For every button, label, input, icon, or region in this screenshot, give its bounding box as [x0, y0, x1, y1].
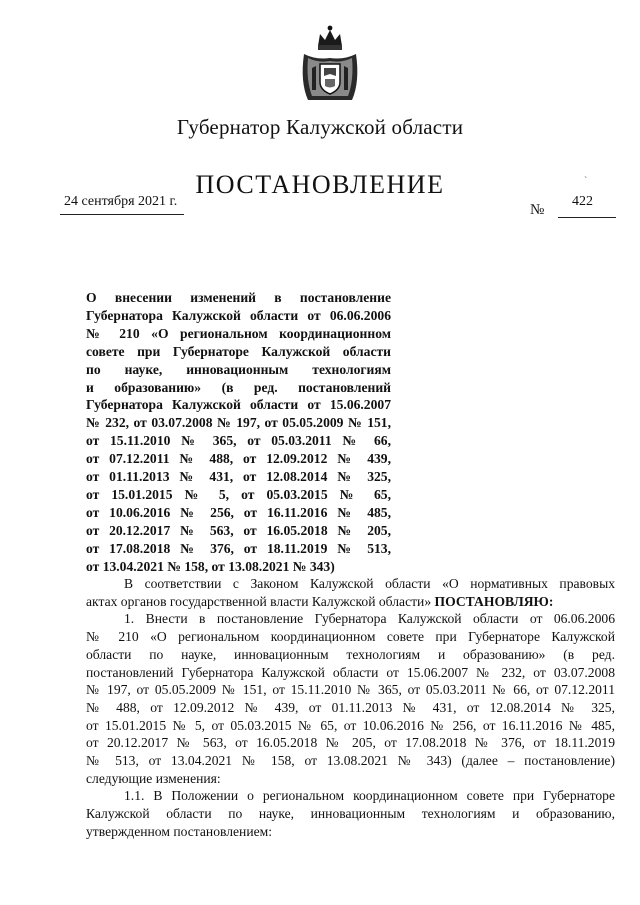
coat-of-arms-icon	[298, 24, 362, 108]
subject-line: от 17.08.2018 № 376, от 18.11.2019 № 513,	[86, 540, 391, 556]
body-line: № 210 «О региональном координационном совете при Губернаторе Калужской	[86, 629, 615, 645]
number-sign: №	[530, 202, 545, 218]
body-line: следующие изменения:	[86, 770, 221, 786]
body-line: области по науке, инновационным технологиям и образованию» (в ред.	[86, 646, 615, 662]
subject-line: № 232, от 03.07.2008 № 197, от 05.05.2009 № 151,	[86, 415, 391, 431]
subject-line: от 15.01.2015 № 5, от 05.03.2015 № 65,	[86, 486, 391, 502]
subject-line: и образованию» (в ред. постановлений	[86, 379, 391, 395]
document-body	[86, 575, 615, 841]
body-line: 1. Внести в постановление Губернатора Калужской области от 06.06.2006	[124, 611, 615, 627]
subject-line: по науке, инновационным технологиям	[86, 361, 391, 377]
body-line: постановлений Губернатора Калужской области от 15.06.2007 № 232, от 03.07.2008	[86, 664, 615, 680]
subject-line: от 20.12.2017 № 563, от 16.05.2018 № 205,	[86, 522, 391, 538]
subject-line: Губернатора Калужской области от 15.06.2007	[86, 397, 391, 413]
subject-line: от 15.11.2010 № 365, от 05.03.2011 № 66,	[86, 433, 391, 449]
body-line	[86, 593, 615, 611]
subject-line: Губернатора Калужской области от 06.06.2006	[86, 307, 391, 323]
subject-line: от 10.06.2016 № 256, от 16.11.2016 № 485,	[86, 504, 391, 520]
body-line: от 20.12.2017 № 563, от 16.05.2018 № 205, от 17.08.2018 № 376, от 18.11.2019	[86, 735, 615, 751]
scan-mark: `	[584, 176, 588, 187]
body-line: от 15.01.2015 № 5, от 05.03.2015 № 65, от 10.06.2016 № 256, от 16.11.2016 № 485,	[86, 717, 615, 733]
body-line: № 488, от 12.09.2012 № 439, от 01.11.2013 № 431, от 12.08.2014 № 325,	[86, 699, 615, 715]
subject-line: от 13.04.2021 № 158, от 13.08.2021 № 343)	[86, 558, 335, 574]
document-date: 24 сентября 2021 г.	[64, 194, 178, 209]
date-underline	[60, 214, 184, 215]
body-line: № 197, от 05.05.2009 № 151, от 15.11.2010 № 365, от 05.03.2011 № 66, от 07.12.2011	[86, 682, 615, 698]
subject-line: № 210 «О региональном координационном	[86, 325, 391, 341]
document-subject	[86, 289, 391, 576]
number-underline	[558, 217, 616, 218]
issuing-authority: Губернатор Калужской области	[176, 115, 464, 139]
body-line: В соответствии с Законом Калужской области «О нормативных правовых	[124, 576, 615, 591]
document-number: 422	[572, 194, 593, 209]
document-type-title: ПОСТАНОВЛЕНИЕ	[195, 170, 445, 199]
subject-line: от 07.12.2011 № 488, от 12.09.2012 № 439,	[86, 451, 391, 467]
decree-word: ПОСТАНОВЛЯЮ:	[434, 593, 554, 609]
body-line: Калужской области по науке, инновационным технологиям и образованию,	[86, 806, 615, 822]
body-line: утвержденном постановлением:	[86, 823, 273, 839]
subject-line: от 01.11.2013 № 431, от 12.08.2014 № 325,	[86, 469, 391, 485]
subject-line: совете при Губернаторе Калужской области	[86, 343, 391, 359]
body-line-text: актах органов государственной власти Калужской области»	[86, 593, 432, 609]
subject-line: О внесении изменений в постановление	[86, 290, 391, 305]
body-line: 1.1. В Положении о региональном координационном совете при Губернаторе	[124, 788, 615, 804]
body-line: № 513, от 13.04.2021 № 158, от 13.08.2021 № 343) (далее – постановление)	[86, 753, 615, 769]
